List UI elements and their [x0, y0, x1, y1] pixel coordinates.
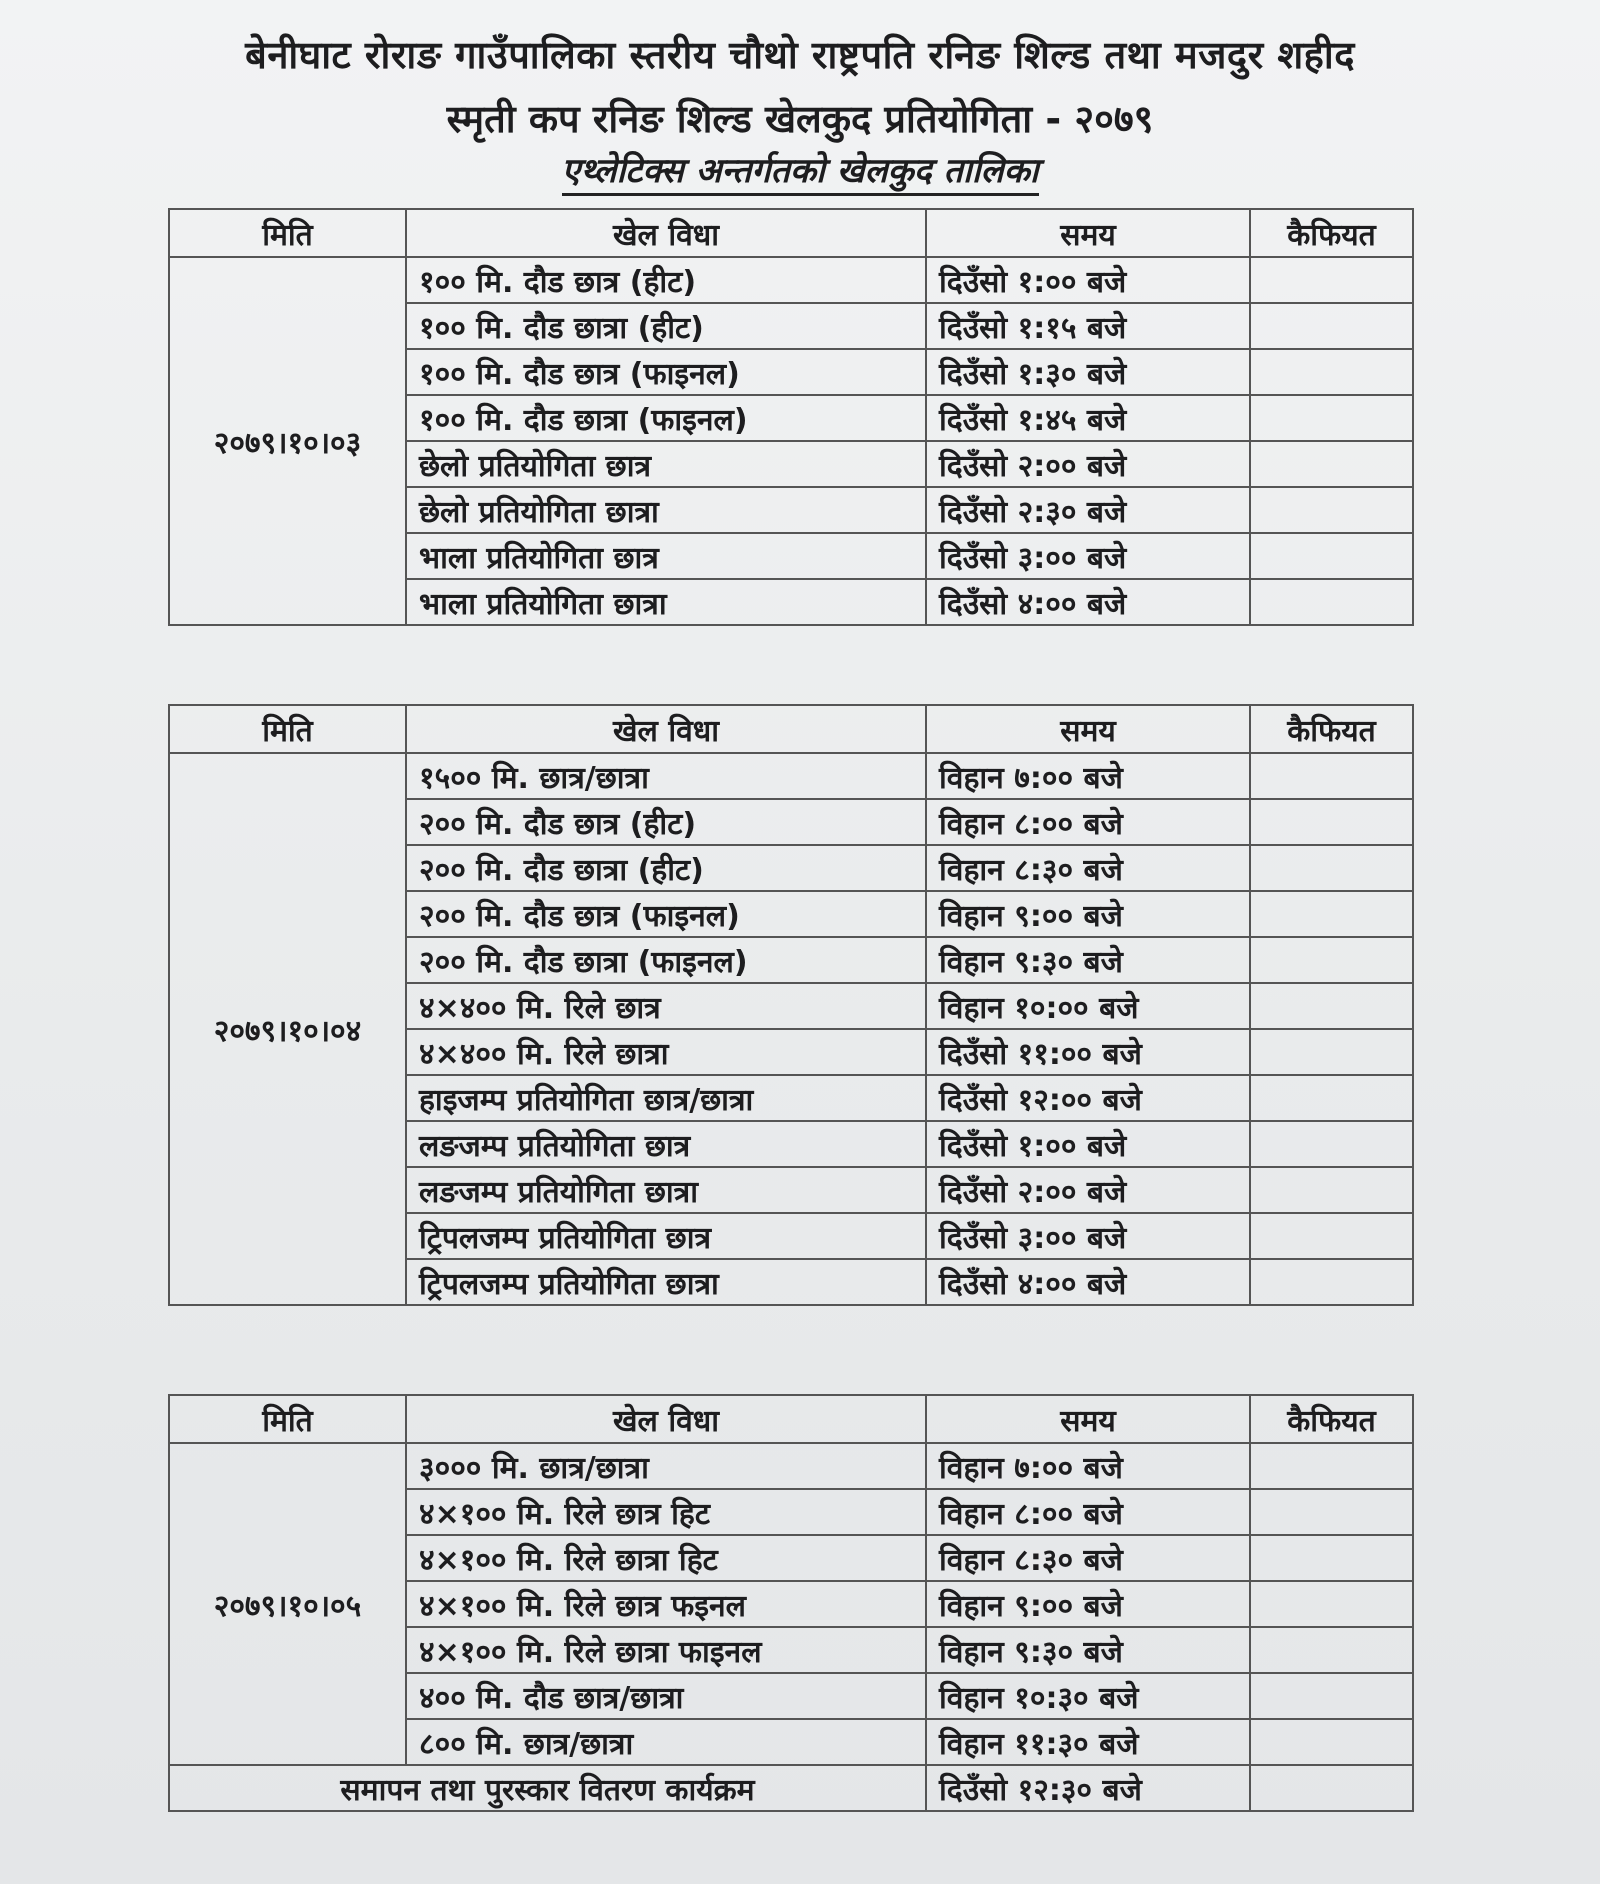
remark-cell: [1250, 1213, 1413, 1259]
time-cell: विहान ७:०० बजे: [926, 753, 1250, 799]
event-cell: भाला प्रतियोगिता छात्रा: [406, 579, 926, 625]
event-cell: ट्रिपलजम्प प्रतियोगिता छात्र: [406, 1213, 926, 1259]
remark-cell: [1250, 845, 1413, 891]
event-cell: छेलो प्रतियोगिता छात्रा: [406, 487, 926, 533]
header-event: खेल विधा: [406, 705, 926, 753]
remark-cell: [1250, 257, 1413, 303]
time-cell: दिउँसो ४:०० बजे: [926, 1259, 1250, 1305]
table-header-row: [169, 1395, 1413, 1443]
remark-cell: [1250, 1075, 1413, 1121]
header-remark: कैफियत: [1250, 705, 1413, 753]
time-cell: दिउँसो २:०० बजे: [926, 441, 1250, 487]
event-cell: हाइजम्प प्रतियोगिता छात्र/छात्रा: [406, 1075, 926, 1121]
remark-cell: [1250, 1581, 1413, 1627]
title-line-2: स्मृती कप रनिङ शिल्ड खेलकुद प्रतियोगिता - २०७९: [446, 97, 1154, 141]
subtitle-text: एथ्लेटिक्स अन्तर्गतको खेलकुद तालिका: [562, 151, 1039, 196]
remark-cell: [1250, 579, 1413, 625]
header-date: मिति: [169, 705, 406, 753]
time-cell: विहान ८:०० बजे: [926, 1489, 1250, 1535]
remark-cell: [1250, 1489, 1413, 1535]
remark-cell: [1250, 1719, 1413, 1765]
table-row: [169, 1443, 1413, 1489]
header-date: मिति: [169, 1395, 406, 1443]
remark-cell: [1250, 1535, 1413, 1581]
time-cell: दिउँसो १:१५ बजे: [926, 303, 1250, 349]
header-date: मिति: [169, 209, 406, 257]
time-cell: दिउँसो ३:०० बजे: [926, 1213, 1250, 1259]
remark-cell: [1250, 1259, 1413, 1305]
time-cell: दिउँसो २:०० बजे: [926, 1167, 1250, 1213]
event-cell: ट्रिपलजम्प प्रतियोगिता छात्रा: [406, 1259, 926, 1305]
remark-cell: [1250, 303, 1413, 349]
remark-cell: [1250, 1029, 1413, 1075]
header-time: समय: [926, 705, 1250, 753]
header-time: समय: [926, 1395, 1250, 1443]
remark-cell: [1250, 799, 1413, 845]
time-cell: विहान ९:०० बजे: [926, 891, 1250, 937]
schedule-table-day3: [168, 1394, 1414, 1812]
date-cell: २०७९।१०।०३: [169, 257, 406, 625]
title-line-1: बेनीघाट रोराङ गाउँपालिका स्तरीय चौथो राष्ट्रपति रनिङ शिल्ड तथा मजदुर शहीद: [245, 33, 1355, 77]
time-cell: दिउँसो १२:०० बजे: [926, 1075, 1250, 1121]
time-cell: विहान १०:३० बजे: [926, 1673, 1250, 1719]
closing-time-cell: दिउँसो १२:३० बजे: [926, 1765, 1250, 1811]
time-cell: दिउँसो ४:०० बजे: [926, 579, 1250, 625]
date-cell: २०७९।१०।०५: [169, 1443, 406, 1765]
remark-cell: [1250, 1627, 1413, 1673]
time-cell: विहान १०:०० बजे: [926, 983, 1250, 1029]
table-header-row: [169, 209, 1413, 257]
table-row: [169, 257, 1413, 303]
table-header-row: [169, 705, 1413, 753]
remark-cell: [1250, 1167, 1413, 1213]
remark-cell: [1250, 937, 1413, 983]
header-event: खेल विधा: [406, 209, 926, 257]
schedule-table-day1: [168, 208, 1414, 626]
time-cell: दिउँसो १:०० बजे: [926, 257, 1250, 303]
remark-cell: [1250, 487, 1413, 533]
time-cell: दिउँसो १:०० बजे: [926, 1121, 1250, 1167]
time-cell: विहान ८:३० बजे: [926, 1535, 1250, 1581]
time-cell: दिउँसो १:४५ बजे: [926, 395, 1250, 441]
time-cell: विहान ९:३० बजे: [926, 937, 1250, 983]
schedule-table-day2: [168, 704, 1414, 1306]
event-cell: १०० मि. दौड छात्रा (हीट): [406, 303, 926, 349]
event-cell: छेलो प्रतियोगिता छात्र: [406, 441, 926, 487]
event-cell: १०० मि. दौड छात्र (हीट): [406, 257, 926, 303]
time-cell: विहान ७:०० बजे: [926, 1443, 1250, 1489]
event-cell: ४×१०० मि. रिले छात्र हिट: [406, 1489, 926, 1535]
event-cell: १०० मि. दौड छात्रा (फाइनल): [406, 395, 926, 441]
event-cell: १५०० मि. छात्र/छात्रा: [406, 753, 926, 799]
time-cell: दिउँसो २:३० बजे: [926, 487, 1250, 533]
event-cell: १०० मि. दौड छात्र (फाइनल): [406, 349, 926, 395]
event-cell: लङजम्प प्रतियोगिता छात्र: [406, 1121, 926, 1167]
remark-cell: [1250, 441, 1413, 487]
remark-cell: [1250, 983, 1413, 1029]
event-cell: ८०० मि. छात्र/छात्रा: [406, 1719, 926, 1765]
event-cell: लङजम्प प्रतियोगिता छात्रा: [406, 1167, 926, 1213]
header-remark: कैफियत: [1250, 1395, 1413, 1443]
remark-cell: [1250, 1443, 1413, 1489]
event-cell: भाला प्रतियोगिता छात्र: [406, 533, 926, 579]
subtitle: [0, 146, 1600, 192]
remark-cell: [1250, 395, 1413, 441]
remark-cell: [1250, 753, 1413, 799]
time-cell: विहान ९:३० बजे: [926, 1627, 1250, 1673]
remark-cell: [1250, 1765, 1413, 1811]
table-row: [169, 753, 1413, 799]
event-cell: ४×१०० मि. रिले छात्रा हिट: [406, 1535, 926, 1581]
event-cell: २०० मि. दौड छात्रा (फाइनल): [406, 937, 926, 983]
remark-cell: [1250, 349, 1413, 395]
time-cell: विहान ९:०० बजे: [926, 1581, 1250, 1627]
event-cell: ४×४०० मि. रिले छात्र: [406, 983, 926, 1029]
header-time: समय: [926, 209, 1250, 257]
time-cell: विहान ११:३० बजे: [926, 1719, 1250, 1765]
remark-cell: [1250, 1673, 1413, 1719]
remark-cell: [1250, 533, 1413, 579]
closing-row: [169, 1765, 1413, 1811]
event-cell: ४×१०० मि. रिले छात्रा फाइनल: [406, 1627, 926, 1673]
time-cell: दिउँसो ३:०० बजे: [926, 533, 1250, 579]
remark-cell: [1250, 1121, 1413, 1167]
header-remark: कैफियत: [1250, 209, 1413, 257]
event-cell: २०० मि. दौड छात्र (हीट): [406, 799, 926, 845]
event-cell: ४०० मि. दौड छात्र/छात्रा: [406, 1673, 926, 1719]
remark-cell: [1250, 891, 1413, 937]
header-event: खेल विधा: [406, 1395, 926, 1443]
event-cell: ३००० मि. छात्र/छात्रा: [406, 1443, 926, 1489]
event-cell: ४×४०० मि. रिले छात्रा: [406, 1029, 926, 1075]
time-cell: विहान ८:३० बजे: [926, 845, 1250, 891]
event-cell: २०० मि. दौड छात्रा (हीट): [406, 845, 926, 891]
time-cell: विहान ८:०० बजे: [926, 799, 1250, 845]
time-cell: दिउँसो १:३० बजे: [926, 349, 1250, 395]
date-cell: २०७९।१०।०४: [169, 753, 406, 1305]
event-cell: ४×१०० मि. रिले छात्र फइनल: [406, 1581, 926, 1627]
event-cell: २०० मि. दौड छात्र (फाइनल): [406, 891, 926, 937]
closing-event-cell: समापन तथा पुरस्कार वितरण कार्यक्रम: [169, 1765, 926, 1811]
time-cell: दिउँसो ११:०० बजे: [926, 1029, 1250, 1075]
